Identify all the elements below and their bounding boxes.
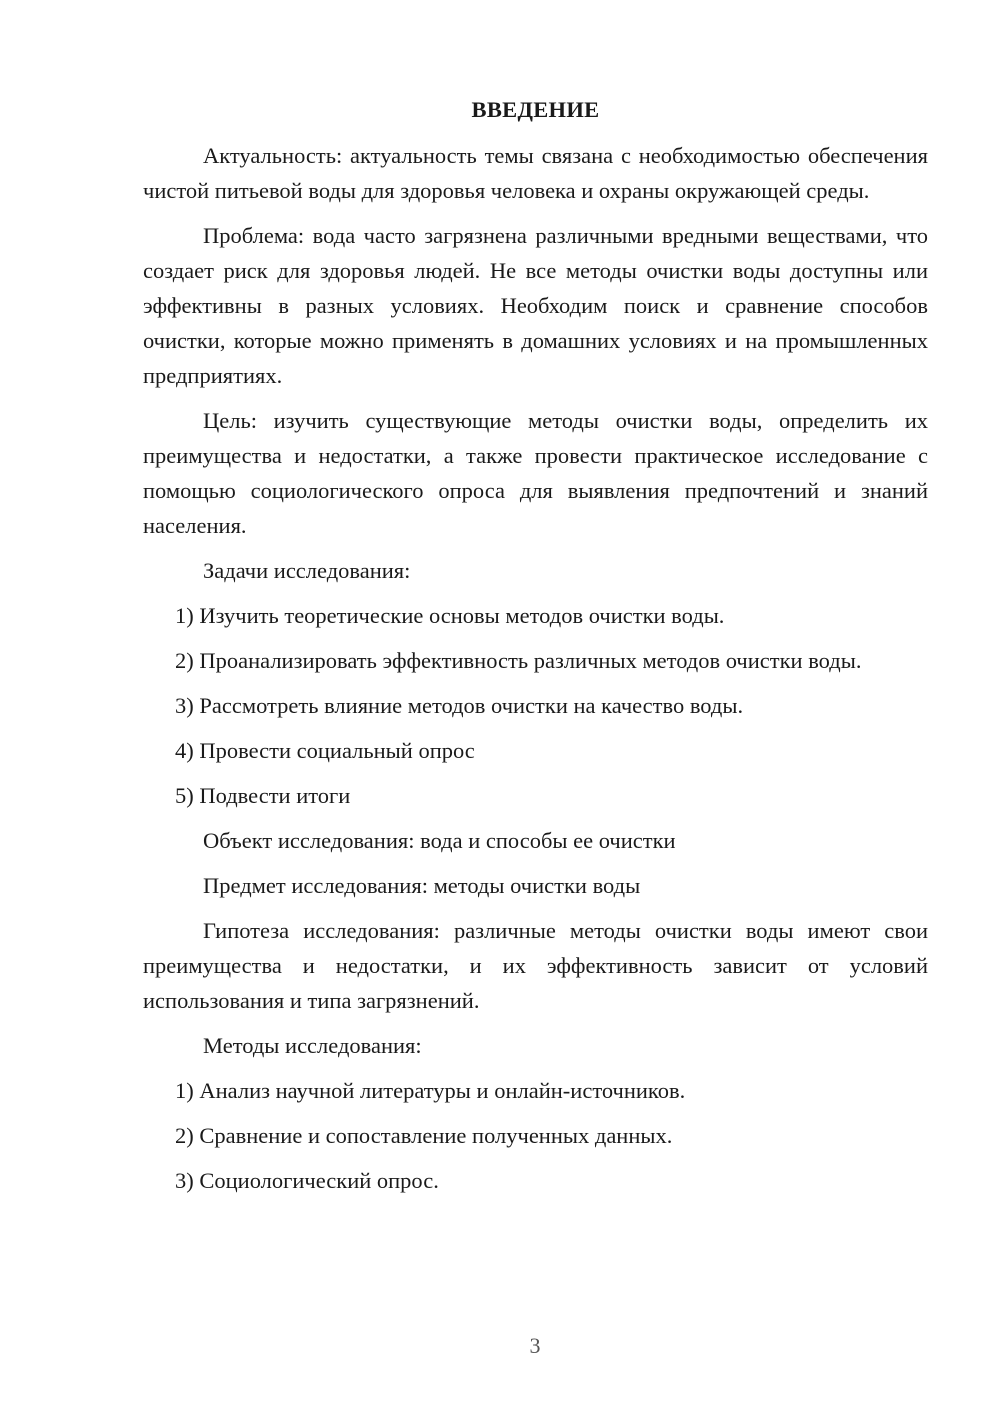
research-object: Объект исследования: вода и способы ее очистки xyxy=(203,828,676,853)
task-item-2: 2) Проанализировать эффективность различных методов очистки воды. xyxy=(175,648,862,673)
method-item-2: 2) Сравнение и сопоставление полученных данных. xyxy=(175,1123,673,1148)
task-item-5: 5) Подвести итоги xyxy=(175,783,351,808)
hypothesis-paragraph: Гипотеза исследования: различные методы очистки воды имеют свои преимущества и недостатки, и их эффективность зависит от условий использования и типа загрязнений. xyxy=(143,918,928,1013)
task-item-1: 1) Изучить теоретические основы методов очистки воды. xyxy=(175,603,725,628)
task-item-4: 4) Провести социальный опрос xyxy=(175,738,475,763)
problem-paragraph: Проблема: вода часто загрязнена различными вредными веществами, что создает риск для здоровья людей. Не все методы очистки воды доступны или эффективны в разных условиях. Необходим поиск и сравнение способов очистки, которые можно применять в домашних условиях и на промышленных предприятиях. xyxy=(143,223,928,388)
document-body xyxy=(143,92,928,1208)
goal-paragraph: Цель: изучить существующие методы очистки воды, определить их преимущества и недостатки, а также провести практическое исследование с помощью социологического опроса для выявления предпочтений и знаний населения. xyxy=(143,408,928,538)
relevance-paragraph: Актуальность: актуальность темы связана с необходимостью обеспечения чистой питьевой воды для здоровья человека и охраны окружающей среды. xyxy=(143,143,928,203)
task-item-3: 3) Рассмотреть влияние методов очистки на качество воды. xyxy=(175,693,744,718)
method-item-1: 1) Анализ научной литературы и онлайн-источников. xyxy=(175,1078,686,1103)
research-subject: Предмет исследования: методы очистки воды xyxy=(203,873,641,898)
tasks-heading: Задачи исследования: xyxy=(203,558,411,583)
methods-heading: Методы исследования: xyxy=(203,1033,422,1058)
page-number: 3 xyxy=(529,1333,541,1358)
method-item-3: 3) Социологический опрос. xyxy=(175,1168,439,1193)
page-title: ВВЕДЕНИЕ xyxy=(471,97,600,122)
